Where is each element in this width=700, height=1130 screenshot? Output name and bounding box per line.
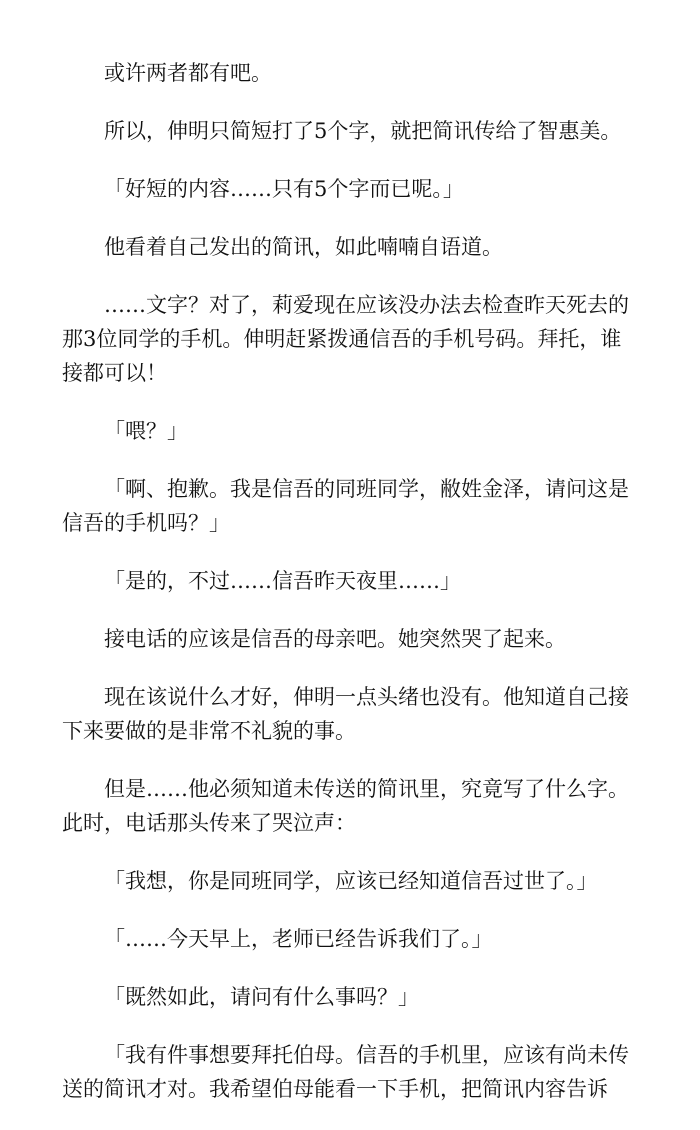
paragraph: 但是……他必须知道未传送的简讯里，究竟写了什么字。此时，电话那头传来了哭泣声：	[62, 777, 629, 835]
paragraph: 他看着自己发出的简讯，如此喃喃自语道。	[104, 235, 503, 259]
paragraph: 「喂？」	[104, 419, 188, 443]
paragraph: 现在该说什么才好，伸明一点头绪也没有。他知道自己接下来要做的是非常不礼貌的事。	[62, 685, 629, 743]
paragraph: 接电话的应该是信吾的母亲吧。她突然哭了起来。	[104, 627, 566, 651]
paragraph: 「好短的内容……只有5个字而已呢。」	[104, 177, 464, 201]
document-page	[62, 56, 640, 1130]
paragraph: ……文字？对了，莉爱现在应该没办法去检查昨天死去的那3位同学的手机。伸明赶紧拨通信吾的手机号码。拜托，谁接都可以！	[62, 293, 629, 385]
paragraph: 或许两者都有吧。	[104, 61, 272, 85]
paragraph: 「既然如此，请问有什么事吗？」	[104, 985, 419, 1009]
paragraph: 「我想，你是同班同学，应该已经知道信吾过世了。」	[104, 869, 598, 893]
paragraph: 「……今天早上，老师已经告诉我们了。」	[104, 927, 493, 951]
paragraph: 「我有件事想要拜托伯母。信吾的手机里，应该有尚未传送的简讯才对。我希望伯母能看一下手机，把简讯内容告诉	[62, 1043, 629, 1101]
paragraph: 所以，伸明只简短打了5个字，就把简讯传给了智惠美。	[104, 119, 622, 143]
paragraph: 「是的，不过……信吾昨天夜里……」	[104, 569, 461, 593]
paragraph: 「啊、抱歉。我是信吾的同班同学，敝姓金泽，请问这是信吾的手机吗？」	[62, 477, 629, 535]
